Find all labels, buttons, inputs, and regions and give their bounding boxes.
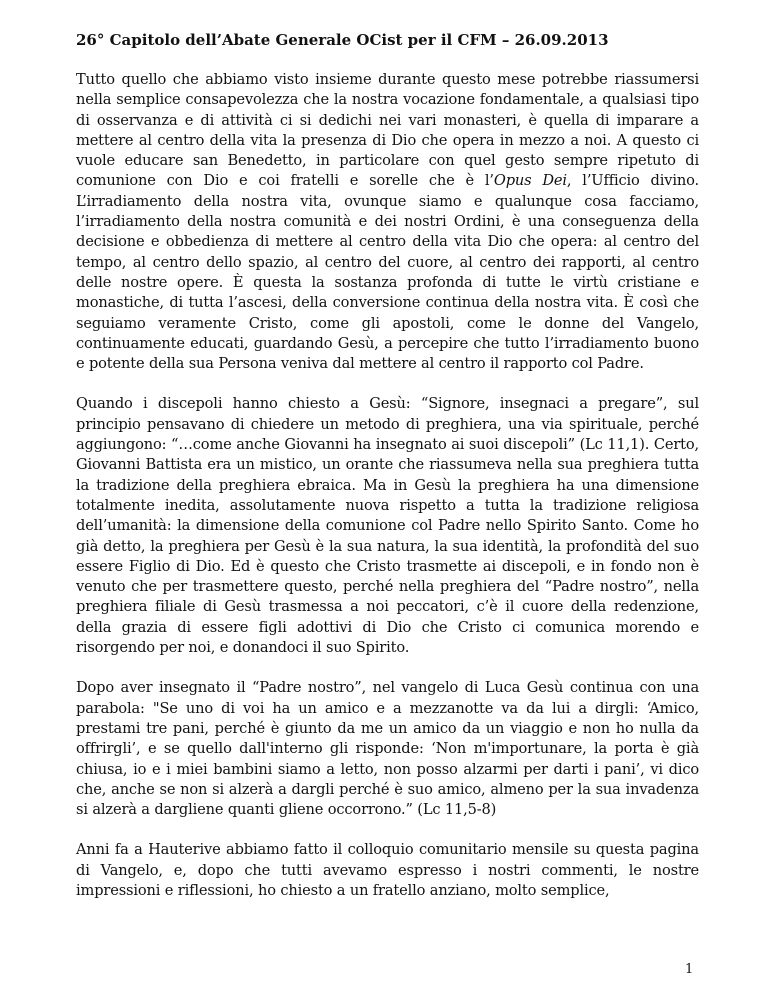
page-number: 1 <box>685 962 694 977</box>
paragraph <box>76 70 699 374</box>
paragraph-text: Quando i discepoli hanno chiesto a Gesù: “Signore, insegnaci a pregare”, sul principio pensavano di chiedere un metodo di preghiera, una via spirituale, perché aggiungono: “…come anche Giovanni ha insegnato ai suoi discepoli” (Lc 11,1). Certo, Giovanni Battista era un mistico, un orante che riassumeva nella sua preghiera tutta la tradizione della preghiera ebraica. Ma in Gesù la preghiera ha una dimensione totalmente inedita, assolutamente nuova rispetto a tutta la tradizione religiosa dell’umanità: la dimensione della comunione col Padre nello Spirito Santo. Come ho già detto, la preghiera per Gesù è la sua natura, la sua identità, la profondità del suo essere Figlio di Dio. Ed è questo che Cristo trasmette ai discepoli, e in fondo non è venuto che per trasmettere questo, perché nella preghiera del “Padre nostro”, nella preghiera filiale di Gesù trasmessa a noi peccatori, c’è il cuore della redenzione, della grazia di essere figli adottivi di Dio che Cristo ci comunica morendo e risorgendo per noi, e donandoci il suo Spirito. <box>76 395 699 657</box>
italic-text: Opus Dei <box>493 172 567 190</box>
document-body <box>76 70 699 901</box>
paragraph <box>76 678 699 820</box>
document-title: 26° Capitolo dell’Abate Generale OCist per il CFM – 26.09.2013 <box>76 31 609 49</box>
document-page <box>76 30 699 980</box>
paragraph-text: Dopo aver insegnato il “Padre nostro”, nel vangelo di Luca Gesù continua con una parabola: "Se uno di voi ha un amico e a mezzanotte va da lui a dirgli: ‘Amico, prestami tre pani, perché è giunto da me un amico da un viaggio e non ho nulla da offrirgli’, e se quello dall'interno gli risponde: ‘Non m'importunare, la porta è già chiusa, io e i miei bambini siamo a letto, non posso alzarmi per darti i pani’, vi dico che, anche se non si alzerà a dargli perché è suo amico, almeno per la sua invadenza si alzerà a dargliene quanti gliene occorrono.” (Lc 11,5-8) <box>76 679 699 819</box>
paragraph-text: , l’Ufficio divino. L’irradiamento della nostra vita, ovunque siamo e qualunque cosa facciamo, l’irradiamento della nostra comunità e dei nostri Ordini, è una conseguenza della decisione e obbedienza di mettere al centro della vita Dio che opera: al centro del tempo, al centro dello spazio, al centro del cuore, al centro dei rapporti, al centro delle nostre opere. È questa la sostanza profonda di tutte le virtù cristiane e monastiche, di tutta l’ascesi, della conversione continua della nostra vita. È così che seguiamo veramente Cristo, come gli apostoli, come le donne del Vangelo, continuamente educati, guardando Gesù, a percepire che tutto l’irradiamento buono e potente della sua Persona veniva dal mettere al centro il rapporto col Padre. <box>76 172 699 373</box>
paragraph <box>76 840 699 901</box>
paragraph-text: Tutto quello che abbiamo visto insieme durante questo mese potrebbe riassumersi nella semplice consapevolezza che la nostra vocazione fondamentale, a qualsiasi tipo di osservanza e di attività ci si dedichi nei vari monasteri, è quella di imparare a mettere al centro della vita la presenza di Dio che opera in mezzo a noi. A questo ci vuole educare san Benedetto, in particolare con quel gesto sempre ripetuto di comunione con Dio e coi fratelli e sorelle che è l’ <box>76 71 699 190</box>
paragraph-text: Anni fa a Hauterive abbiamo fatto il colloquio comunitario mensile su questa pagina di Vangelo, e, dopo che tutti avevamo espresso i nostri commenti, le nostre impressioni e riflessioni, ho chiesto a un fratello anziano, molto semplice, <box>76 841 699 899</box>
paragraph <box>76 394 699 658</box>
